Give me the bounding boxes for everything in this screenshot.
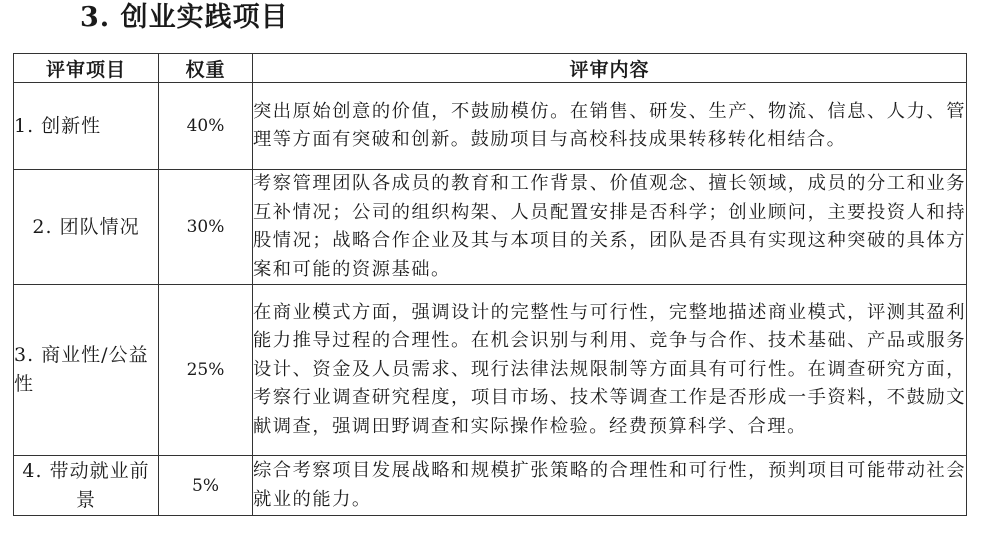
row-weight: 40% bbox=[159, 83, 253, 170]
row-content: 考察管理团队各成员的教育和工作背景、价值观念、擅长领域，成员的分工和业务互补情况；公司的组织构架、人员配置安排是否科学；创业顾问，主要投资人和持股情况；战略合作企业及其与本项目的关系，团队是否具有实现这种突破的具体方案和可能的资源基础。 bbox=[253, 170, 967, 285]
row-weight: 30% bbox=[159, 170, 253, 285]
row-content: 在商业模式方面，强调设计的完整性与可行性，完整地描述商业模式，评测其盈利能力推导过程的合理性。在机会识别与利用、竞争与合作、技术基础、产品或服务设计、资金及人员需求、现行法律法规限制等方面具有可行性。在调查研究方面，考察行业调查研究程度，项目市场、技术等调查工作是否形成一手资料，不鼓励文献调查，强调田野调查和实际操作检验。经费预算科学、合理。 bbox=[253, 285, 967, 456]
table-row bbox=[14, 83, 967, 170]
header-review-content: 评审内容 bbox=[253, 54, 967, 83]
table-row bbox=[14, 285, 967, 456]
table-row bbox=[14, 456, 967, 516]
row-weight: 25% bbox=[159, 285, 253, 456]
row-item-commercial: 3. 商业性/公益性 bbox=[14, 285, 159, 456]
row-content: 突出原始创意的价值，不鼓励模仿。在销售、研发、生产、物流、信息、人力、管理等方面有突破和创新。鼓励项目与高校科技成果转移转化相结合。 bbox=[253, 83, 967, 170]
row-content: 综合考察项目发展战略和规模扩张策略的合理性和可行性，预判项目可能带动社会就业的能力。 bbox=[253, 456, 967, 516]
row-item-employment: 4. 带动就业前景 bbox=[14, 456, 159, 516]
table-row bbox=[14, 170, 967, 285]
row-weight: 5% bbox=[159, 456, 253, 516]
section-heading: 3. 创业实践项目 bbox=[80, 2, 289, 33]
row-item-team: 2. 团队情况 bbox=[14, 170, 159, 285]
header-review-item: 评审项目 bbox=[14, 54, 159, 83]
review-criteria-table bbox=[13, 53, 967, 516]
header-weight: 权重 bbox=[159, 54, 253, 83]
row-item-innovation: 1. 创新性 bbox=[14, 83, 159, 170]
table-header-row bbox=[14, 54, 967, 83]
